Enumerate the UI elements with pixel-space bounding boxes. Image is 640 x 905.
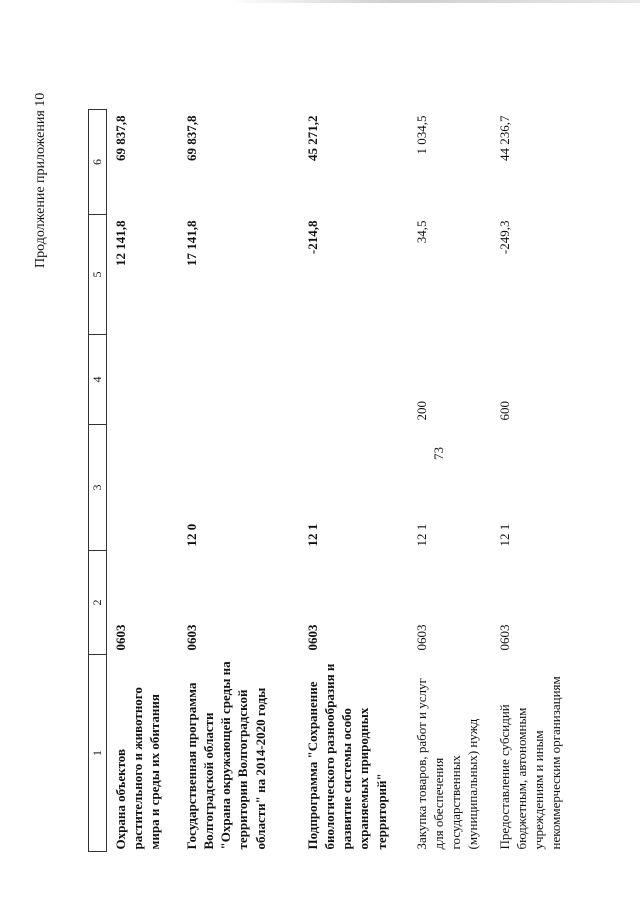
table-header-row xyxy=(89,110,107,852)
column-header: 5 xyxy=(89,215,107,335)
table-row xyxy=(408,110,491,852)
target-article xyxy=(107,425,179,551)
total-amount: 69 837,8 xyxy=(184,115,199,161)
expense-type: 200 xyxy=(414,401,429,421)
change-amount: -249,3 xyxy=(497,220,512,255)
row-name: Охрана объектов растительного и животного мира и среды их обитания xyxy=(113,687,163,850)
appendix-caption: Продолжение приложения 10 xyxy=(33,92,48,268)
column-header: 1 xyxy=(89,655,107,852)
target-article: 12 0 xyxy=(184,523,199,547)
table-row xyxy=(299,110,408,852)
total-amount: 69 837,8 xyxy=(113,115,128,161)
target-article: 12 1 xyxy=(497,523,512,547)
total-amount: 1 034,5 xyxy=(414,115,429,155)
column-header: 2 xyxy=(89,551,107,655)
section-code: 0603 xyxy=(305,624,320,651)
change-amount: 34,5 xyxy=(414,220,429,244)
expense-type xyxy=(107,335,179,425)
section-code: 0603 xyxy=(113,624,128,651)
section-code: 0603 xyxy=(414,624,429,651)
change-amount: 17 141,8 xyxy=(184,220,199,266)
column-header: 6 xyxy=(89,110,107,215)
row-name: Подпрограмма "Сохранение биологического разнообразия и развитие системы особо охраняемых природных территорий" xyxy=(305,663,389,850)
change-amount: 12 141,8 xyxy=(113,220,128,266)
table-row xyxy=(491,110,598,852)
total-amount: 45 271,2 xyxy=(305,115,320,161)
column-header: 3 xyxy=(89,425,107,551)
row-name: Государственная программа Волгоградской области "Охрана окружающей среды на территории Волгоградской области" на 2014-2020 годы xyxy=(184,661,268,850)
row-name: Предоставление субсидий бюджетным, автономным учреждениям и иным некоммерческим организациям xyxy=(497,676,564,850)
target-article: 12 1 xyxy=(414,523,429,547)
table-row xyxy=(107,110,179,852)
row-name: Закупка товаров, работ и услуг для обеспечения государственных (муниципальных) нужд xyxy=(414,678,481,850)
change-amount: -214,8 xyxy=(305,220,320,255)
section-code: 0603 xyxy=(497,624,512,651)
budget-table xyxy=(88,109,598,852)
expense-type: 600 xyxy=(497,401,512,421)
target-article: 12 1 xyxy=(305,523,320,547)
scan-edge-artifact xyxy=(230,0,640,3)
column-header: 4 xyxy=(89,335,107,425)
total-amount: 44 236,7 xyxy=(497,115,512,161)
section-code: 0603 xyxy=(184,624,199,651)
expense-type xyxy=(178,335,299,425)
rotated-table-container xyxy=(88,110,636,852)
expense-type xyxy=(299,335,408,425)
page-number: 73 xyxy=(431,447,446,460)
table-row xyxy=(178,110,299,852)
